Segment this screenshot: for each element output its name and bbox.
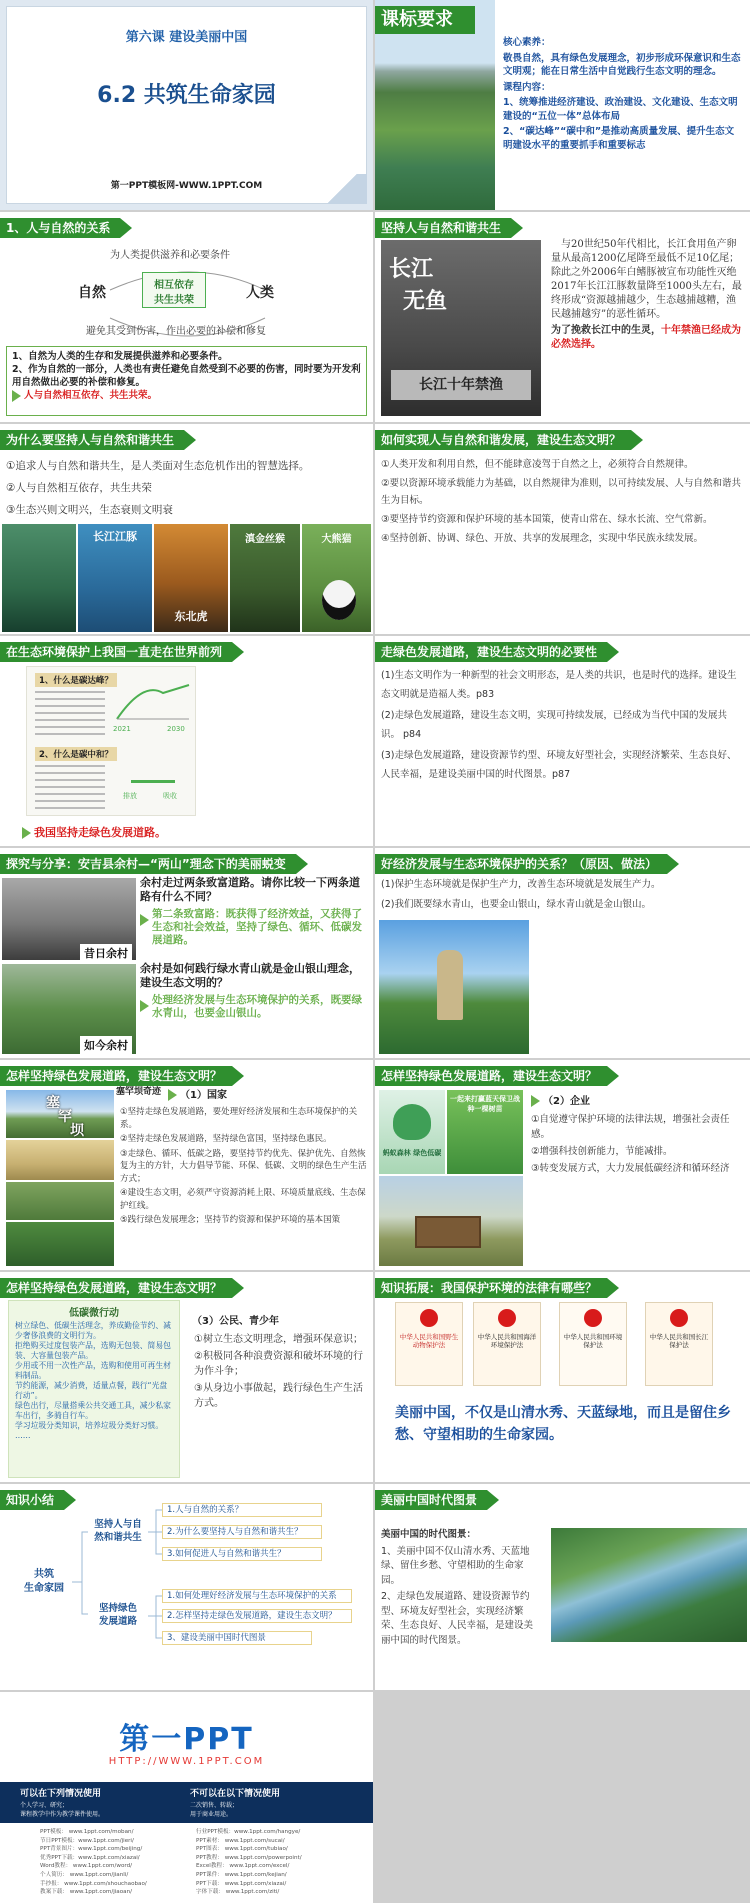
poster-label: 东北虎 <box>174 610 208 623</box>
cannot-item: 用于商业用途。 <box>190 1811 233 1818</box>
carbon-graphic <box>26 666 196 816</box>
slide-header: 知识拓展：我国保护环境的法律有哪些？ <box>375 1278 607 1298</box>
can-item: 课程教学中作为教学课件使用。 <box>20 1811 105 1818</box>
branch-text: 然和谐共生 <box>94 1532 142 1543</box>
book-title: 中华人民共和国长江保护法 <box>649 1333 709 1349</box>
saihanba-photo-4 <box>6 1222 114 1266</box>
conclusion-text: 人与自然相互依存、共生共荣。 <box>24 390 158 401</box>
nation-item: ⑤践行绿色发展理念；坚持节约资源和保护环境的基本国策 <box>120 1215 341 1225</box>
panda-figure <box>322 580 356 620</box>
lesson-title: 6.2 共筑生命家园 <box>97 83 276 108</box>
arrow-icon <box>531 1095 540 1107</box>
landscape-photo <box>551 1528 747 1642</box>
leaf-3: 3.如何促进人与自然和谐共生？ <box>162 1547 322 1561</box>
yangtze-text <box>551 238 745 354</box>
card-line: 绿色出行，尽量搭乘公共交通工具，减少私家车出行，多骑自行车。 <box>15 1401 171 1420</box>
necessity-item: (1)生态文明作为一种新型的社会文明形态，是人类的共识，也是时代的选择。建设生态文明就是造福人类。p83 <box>381 670 737 700</box>
arrow-icon <box>140 1000 149 1012</box>
monument-photo <box>379 920 529 1054</box>
how-items <box>381 456 745 549</box>
yangtze-paragraph: 与20世纪50年代相比，长江食用鱼产卵量从最高1200亿尾降至最低不足10亿尾；除此之外2006年白鳍豚被宣布功能性灭绝2017年长江江豚数量降至1000头左右，最终形成“资源越捕越少，生态越捕越糟，渔民越捕越穷”的恶性循环。 <box>551 239 742 320</box>
slide-citizen <box>0 1272 373 1482</box>
diagram-bottom-label: 避免其受到伤害，作出必要的补偿和修复 <box>86 326 266 337</box>
book-title: 中华人民共和国环境保护法 <box>563 1333 623 1349</box>
link-row[interactable]: Word教程： www.1ppt.com/word/ <box>40 1863 133 1870</box>
slide-header: 美丽中国时代图景 <box>375 1490 487 1510</box>
slide-economy-env <box>375 848 750 1058</box>
carbon-desc-lines <box>35 765 105 811</box>
slide-header: 走绿色发展道路，建设生态文明的必要性 <box>375 642 607 662</box>
slide-why <box>0 424 373 634</box>
slide-header: 怎样坚持绿色发展道路，建设生态文明？ <box>0 1066 232 1086</box>
scale-label-absorb: 吸收 <box>163 792 177 800</box>
slide-header: 如何实现人与自然和谐发展，建设生态文明？ <box>375 430 631 450</box>
site-label: 第一PPT模板网-WWW.1PPT.COM <box>110 181 263 191</box>
beautiful-china-item: 2、走绿色发展道路、建设资源节约型、环境友好型社会，实现经济繁荣、生态良好、人民幸福，是建设美丽中国的时代图景。 <box>381 1591 534 1646</box>
citizen-item: ①树立生态文明理念，增强环保意识； <box>194 1334 363 1345</box>
link-row[interactable]: 个人简历： www.1ppt.com/jianli/ <box>40 1871 129 1878</box>
center-box <box>142 272 206 308</box>
branch-green <box>88 1602 148 1628</box>
slide-header: 1、人与自然的关系 <box>0 218 120 238</box>
national-emblem-icon <box>498 1309 516 1327</box>
poster-tiger <box>154 524 228 632</box>
econ-item: (1)保护生态环境就是保护生产力，改善生态环境就是发展生产力。 <box>381 879 661 890</box>
sign-text-1: 长江 <box>389 256 434 282</box>
lesson-label: 第六课 建设美丽中国 <box>125 30 248 45</box>
enterprise-item: ①自觉遵守保护环境的法律法规，增强社会责任感。 <box>531 1114 730 1140</box>
tail-red-text: 十年禁渔已经成为必然选择。 <box>551 325 741 350</box>
nation-item: ①坚持走绿色发展道路，要处理好经济发展和生态环境保护的关系。 <box>120 1107 358 1130</box>
node-nature: 自然 <box>78 285 106 301</box>
nation-item: ③走绿色、循环、低碳之路，要坚持节约优先、保护优先、自然恢复为主的方针，大力倡导节能、环保、低碳、文明的绿色生产生活方式； <box>120 1148 367 1184</box>
standards-line: 1、统筹推进经济建设、政治建设、文化建设、生态文明建设的“五位一体”总体布局 <box>503 97 738 122</box>
scale-label-emit: 排放 <box>123 792 137 800</box>
why-item: ②人与自然相互依存，共生共荣 <box>6 482 152 494</box>
how-item: ③要坚持节约资源和保护环境的基本国策，使青山常在、绿水长流、空气常新。 <box>381 514 713 525</box>
sign-text-2: 无鱼 <box>403 288 448 314</box>
citizen-items <box>194 1332 370 1413</box>
answer-1-text: 第二条致富路：既获得了经济效益，又获得了生态和社会效益，坚持了绿色、循环、低碳发展道路。 <box>152 908 362 946</box>
year-2030: 2030 <box>167 725 185 733</box>
slide-yucun <box>0 848 373 1058</box>
law-book-2 <box>473 1302 541 1386</box>
root-text-2: 生命家园 <box>24 1583 64 1594</box>
slide-enterprise <box>375 1060 750 1270</box>
slide-yangtze <box>375 212 750 422</box>
saihanba-photo-3 <box>6 1182 114 1220</box>
link-row[interactable]: 手抄报： www.1ppt.com/shouchaobao/ <box>40 1880 147 1887</box>
slide-header: 怎样坚持绿色发展道路，建设生态文明？ <box>0 1278 232 1298</box>
cannot-item: 二次销售、转载； <box>190 1802 239 1809</box>
poster-label: 滇金丝猴 <box>245 534 285 545</box>
sub-heading-text: （1）国家 <box>180 1090 227 1101</box>
poster-monkey <box>230 524 300 632</box>
econ-items <box>381 876 745 916</box>
law-book-4 <box>645 1302 713 1386</box>
link-row[interactable]: 行业PPT模板：www.1ppt.com/hangye/ <box>196 1829 301 1835</box>
link-row[interactable]: PPT模板： www.1ppt.com/moban/ <box>40 1829 134 1835</box>
sign-sai: 塞 <box>46 1095 60 1111</box>
answer-2 <box>140 994 368 1020</box>
question-1: 余村走过两条致富道路。请你比较一下两条道路有什么不同？ <box>140 876 360 903</box>
slide-relationship <box>0 212 373 422</box>
poster-label: 长江江豚 <box>93 530 137 543</box>
card-line: …… <box>15 1431 31 1440</box>
cannot-title: 不可以在以下情况使用 <box>190 1789 281 1799</box>
link-row[interactable]: 节日PPT模板：www.1ppt.com/jieri/ <box>40 1837 134 1844</box>
leaf-1: 1.人与自然的关系？ <box>162 1503 322 1517</box>
summary-line-2: 2、作为自然的一部分，人类也有责任避免自然受到不必要的伤害，同时要为开发利用自然做出必要的补偿和修复。 <box>12 364 361 388</box>
link-row[interactable]: PPT图表： www.1ppt.com/tubiao/ <box>196 1846 288 1853</box>
center-text-1: 相互依存 <box>154 280 194 291</box>
monument-stone <box>437 950 463 1020</box>
poster-panda <box>302 524 371 632</box>
how-item: ①人类开发和利用自然，但不能肆意凌驾于自然之上，必须符合自然规律。 <box>381 459 694 470</box>
answer-2-text: 处理经济发展与生态环境保护的关系，既要绿水青山，也要金山银山。 <box>152 994 362 1019</box>
enterprise-photo-3 <box>379 1176 523 1266</box>
slide-header: 探究与分享：安吉县余村—“两山”理念下的美丽蜕变 <box>0 854 296 874</box>
national-emblem-icon <box>584 1309 602 1327</box>
citizen-item: ②积极同各种浪费资源和破坏环境的行为作斗争； <box>194 1351 363 1377</box>
sub-heading <box>168 1086 227 1101</box>
usage-panel <box>0 1782 373 1823</box>
link-list-right <box>196 1828 366 1897</box>
photo-title: 塞罕坝奇迹 <box>116 1087 162 1097</box>
national-emblem-icon <box>420 1309 438 1327</box>
slide-header: 为什么要坚持人与自然和谐共生 <box>0 430 184 450</box>
why-item: ①追求人与自然和谐共生，是人类面对生态危机作出的智慧选择。 <box>6 460 310 472</box>
slide-laws <box>375 1272 750 1482</box>
beautiful-china-text <box>381 1528 541 1650</box>
poster-bird <box>2 524 76 632</box>
necessity-item: (2)走绿色发展道路，建设生态文明，实现可持续发展，已经成为当代中国的发展共识。 p84 <box>381 710 727 740</box>
sub-heading: （3）公民、青少年 <box>192 1316 279 1327</box>
carbon-q1: 1、什么是碳达峰？ <box>35 673 117 687</box>
carbon-q2: 2、什么是碳中和？ <box>35 747 117 761</box>
link-row[interactable]: 优秀PPT下载：www.1ppt.com/xiazai/ <box>40 1854 140 1861</box>
necessity-items <box>381 666 745 786</box>
slide-header: 在生态环境保护上我国一直走在世界前列 <box>0 642 232 662</box>
poster-label: 大熊猫 <box>321 534 352 545</box>
yangtze-photo <box>381 240 541 416</box>
leaf-4: 1.如何处理好经济发展与生态环境保护的关系 <box>162 1589 352 1603</box>
slide-header: 好经济发展与生态环境保护的关系？（原因、做法） <box>375 854 667 874</box>
badge-text: 蚂蚁森林 绿色低碳 <box>382 1149 442 1157</box>
leaf-2: 2.为什么要坚持人与自然和谐共生？ <box>162 1525 322 1539</box>
link-row[interactable]: Excel教程： www.1ppt.com/excel/ <box>196 1863 290 1870</box>
corner-decoration <box>317 174 367 204</box>
link-row[interactable]: 字体下载： www.1ppt.com/ziti/ <box>196 1889 280 1896</box>
how-item: ④坚持创新、协调、绿色、开放、共享的发展理念，实现中华民族永续发展。 <box>381 533 704 544</box>
standards-line: 课程内容： <box>503 81 551 93</box>
slide-nation <box>0 1060 373 1270</box>
relationship-summary-box <box>6 346 367 416</box>
branch-text: 发展道路 <box>98 1616 137 1627</box>
diagram-top-label: 为人类提供滋养和必要条件 <box>110 250 230 261</box>
national-emblem-icon <box>670 1309 688 1327</box>
link-row[interactable]: PPT下载： www.1ppt.com/xiazai/ <box>196 1880 287 1887</box>
slide-standards <box>375 0 750 210</box>
answer-1 <box>140 908 368 947</box>
empty-grid-cell <box>375 1692 750 1903</box>
slide-header: 怎样坚持绿色发展道路，建设生态文明？ <box>375 1066 607 1086</box>
node-human: 人类 <box>246 285 274 301</box>
slide-header: 坚持人与自然和谐共生 <box>375 218 511 238</box>
link-row[interactable]: PPT课件： www.1ppt.com/kejian/ <box>196 1871 287 1878</box>
yangtze-tail <box>551 324 745 352</box>
summary-line-1: 1、自然为人类的生存和发展提供滋养和必要条件。 <box>12 351 228 362</box>
year-2021: 2021 <box>113 725 131 733</box>
card-title: 低碳微行动 <box>69 1308 119 1319</box>
book-title: 中华人民共和国野生动物保护法 <box>399 1333 459 1349</box>
slide-necessity <box>375 636 750 846</box>
nation-item: ④建设生态文明，必须严守资源消耗上限、环境质量底线、生态保护红线。 <box>120 1188 366 1211</box>
banner-standards: 课标要求 <box>375 6 475 34</box>
center-text-2: 共生共荣 <box>154 295 194 306</box>
link-row[interactable]: PPT素材： www.1ppt.com/sucai/ <box>196 1837 285 1844</box>
arrow-icon <box>140 914 149 926</box>
caption-new-yucun: 如今余村 <box>80 1036 132 1054</box>
arrow-icon <box>22 827 31 839</box>
slogan: 美丽中国，不仅是山清水秀、天蓝绿地，而且是留住乡愁、守望相助的生命家园。 <box>395 1405 731 1443</box>
poster-banner-1: 一起来打赢蓝天保卫战 <box>450 1095 520 1103</box>
beautiful-china-item: 1、美丽中国不仅山清水秀、天蓝地绿、留住乡愁、守望相助的生命家园。 <box>381 1545 530 1586</box>
scale-icon <box>131 765 175 783</box>
how-item: ②要以资源环境承载能力为基础，以自然规律为准则，以可持续发展、人与自然和谐共生为目标。 <box>381 478 742 506</box>
law-book-1 <box>395 1302 463 1386</box>
beautiful-china-title: 美丽中国的时代图景： <box>381 1529 477 1540</box>
signboard <box>415 1216 481 1248</box>
conclusion-text: 我国坚持走绿色发展道路。 <box>34 826 166 839</box>
can-title: 可以在下列情况使用 <box>20 1789 102 1799</box>
card-line: 拒绝购买过度包装产品，选购无包装、简易包装、大容量包装产品。 <box>15 1341 171 1360</box>
poster-banner-2: 种一棵树苗 <box>467 1105 503 1113</box>
slide-brand <box>0 1692 373 1903</box>
slide-carbon <box>0 636 373 846</box>
card-line: 少用或不用一次性产品，选购和使用可再生材料制品。 <box>15 1361 171 1380</box>
law-book-3 <box>559 1302 627 1386</box>
link-row[interactable]: PPT教程： www.1ppt.com/powerpoint/ <box>196 1854 302 1861</box>
card-line: 树立绿色、低碳生活理念，养成勤俭节约、减少奢侈浪费的文明行为。 <box>15 1321 171 1340</box>
leaf-5: 2.怎样坚持走绿色发展道路，建设生态文明？ <box>162 1609 352 1623</box>
root-text-1: 共筑 <box>34 1569 54 1580</box>
sign-ba: 坝 <box>70 1123 84 1138</box>
nation-items <box>120 1106 370 1229</box>
link-list-left <box>40 1828 200 1897</box>
econ-item: (2)我们既要绿水青山，也要金山银山，绿水青山就是金山银山。 <box>381 899 651 910</box>
why-item: ③生态兴则文明兴，生态衰则文明衰 <box>6 504 173 516</box>
carbon-desc-lines <box>35 691 105 739</box>
brand-url: HTTP://WWW.1PPT.COM <box>108 1756 265 1767</box>
carbon-peak-chart <box>113 675 193 725</box>
branch-text: 坚持人与自 <box>94 1519 142 1530</box>
can-item: 个人学习、研究； <box>20 1802 69 1809</box>
carbon-conclusion <box>22 824 166 840</box>
slide-title <box>0 0 373 210</box>
sign-han: 罕 <box>58 1109 72 1125</box>
link-row[interactable]: 教案下载： www.1ppt.com/jiaoan/ <box>40 1889 133 1896</box>
plaque: 长江十年禁渔 <box>391 370 531 400</box>
link-row[interactable]: PPT背景图片：www.1ppt.com/beijing/ <box>40 1846 143 1853</box>
low-carbon-card <box>8 1300 180 1478</box>
branch-text: 坚持绿色 <box>98 1603 137 1614</box>
slide-beautiful-china <box>375 1484 750 1690</box>
standards-text <box>503 36 743 154</box>
summary-conclusion <box>12 389 361 402</box>
poster-porpoise <box>78 524 152 632</box>
enterprise-poster-1 <box>379 1090 445 1174</box>
sub-heading-text: （2）企业 <box>543 1096 590 1107</box>
brand-logo: 第一PPT <box>119 1722 254 1757</box>
card-lines <box>9 1319 179 1443</box>
leaf-6: 3、建设美丽中国时代图景 <box>162 1631 312 1645</box>
enterprise-items <box>531 1112 745 1178</box>
nation-item: ②坚持走绿色发展道路，坚持绿色富国，坚持绿色惠民。 <box>120 1134 332 1144</box>
why-items <box>6 456 368 522</box>
standards-line: 敬畏自然，具有绿色发展理念，初步形成环保意识和生态文明观；能在日常生活中自觉践行生态文明的理念。 <box>503 52 741 77</box>
arrow-icon <box>12 390 21 402</box>
card-line: 学习垃圾分类知识，培养垃圾分类好习惯。 <box>15 1421 164 1430</box>
slide-how <box>375 424 750 634</box>
leaf-lung-icon <box>393 1104 431 1140</box>
arrow-icon <box>168 1089 177 1101</box>
saihanba-photo-1 <box>6 1090 114 1138</box>
slide-header: 知识小结 <box>0 1490 64 1510</box>
book-title: 中华人民共和国海洋环境保护法 <box>477 1333 537 1349</box>
branch-harmony <box>88 1518 148 1544</box>
enterprise-item: ③转变发展方式，大力发展低碳经济和循环经济 <box>531 1163 730 1174</box>
sub-heading <box>531 1092 590 1107</box>
slide-summary <box>0 1484 373 1690</box>
saihanba-photo-2 <box>6 1140 114 1180</box>
enterprise-poster-2 <box>447 1090 523 1174</box>
standards-line: 核心素养： <box>503 37 551 48</box>
necessity-item: (3)走绿色发展道路，建设资源节约型、环境友好型社会，实现经济繁荣、生态良好、人民幸福，是建设美丽中国的时代图景。p87 <box>381 750 737 780</box>
enterprise-item: ②增强科技创新能力，节能减排。 <box>531 1146 673 1157</box>
card-line: 节约能源，减少消费，适量点餐，践行“光盘行动”。 <box>15 1381 168 1400</box>
caption-old-yucun: 昔日余村 <box>80 944 132 962</box>
question-2: 余村是如何践行绿水青山就是金山银山理念，建设生态文明的？ <box>140 962 360 989</box>
citizen-item: ③从身边小事做起，践行绿色生产生活方式。 <box>194 1383 363 1409</box>
tail-text: 为了挽救长江中的生灵， <box>551 325 661 336</box>
standards-line: 2、“碳达峰”“碳中和”是推动高质量发展、提升生态文明建设水平的重要抓手和重要标志 <box>503 126 735 151</box>
